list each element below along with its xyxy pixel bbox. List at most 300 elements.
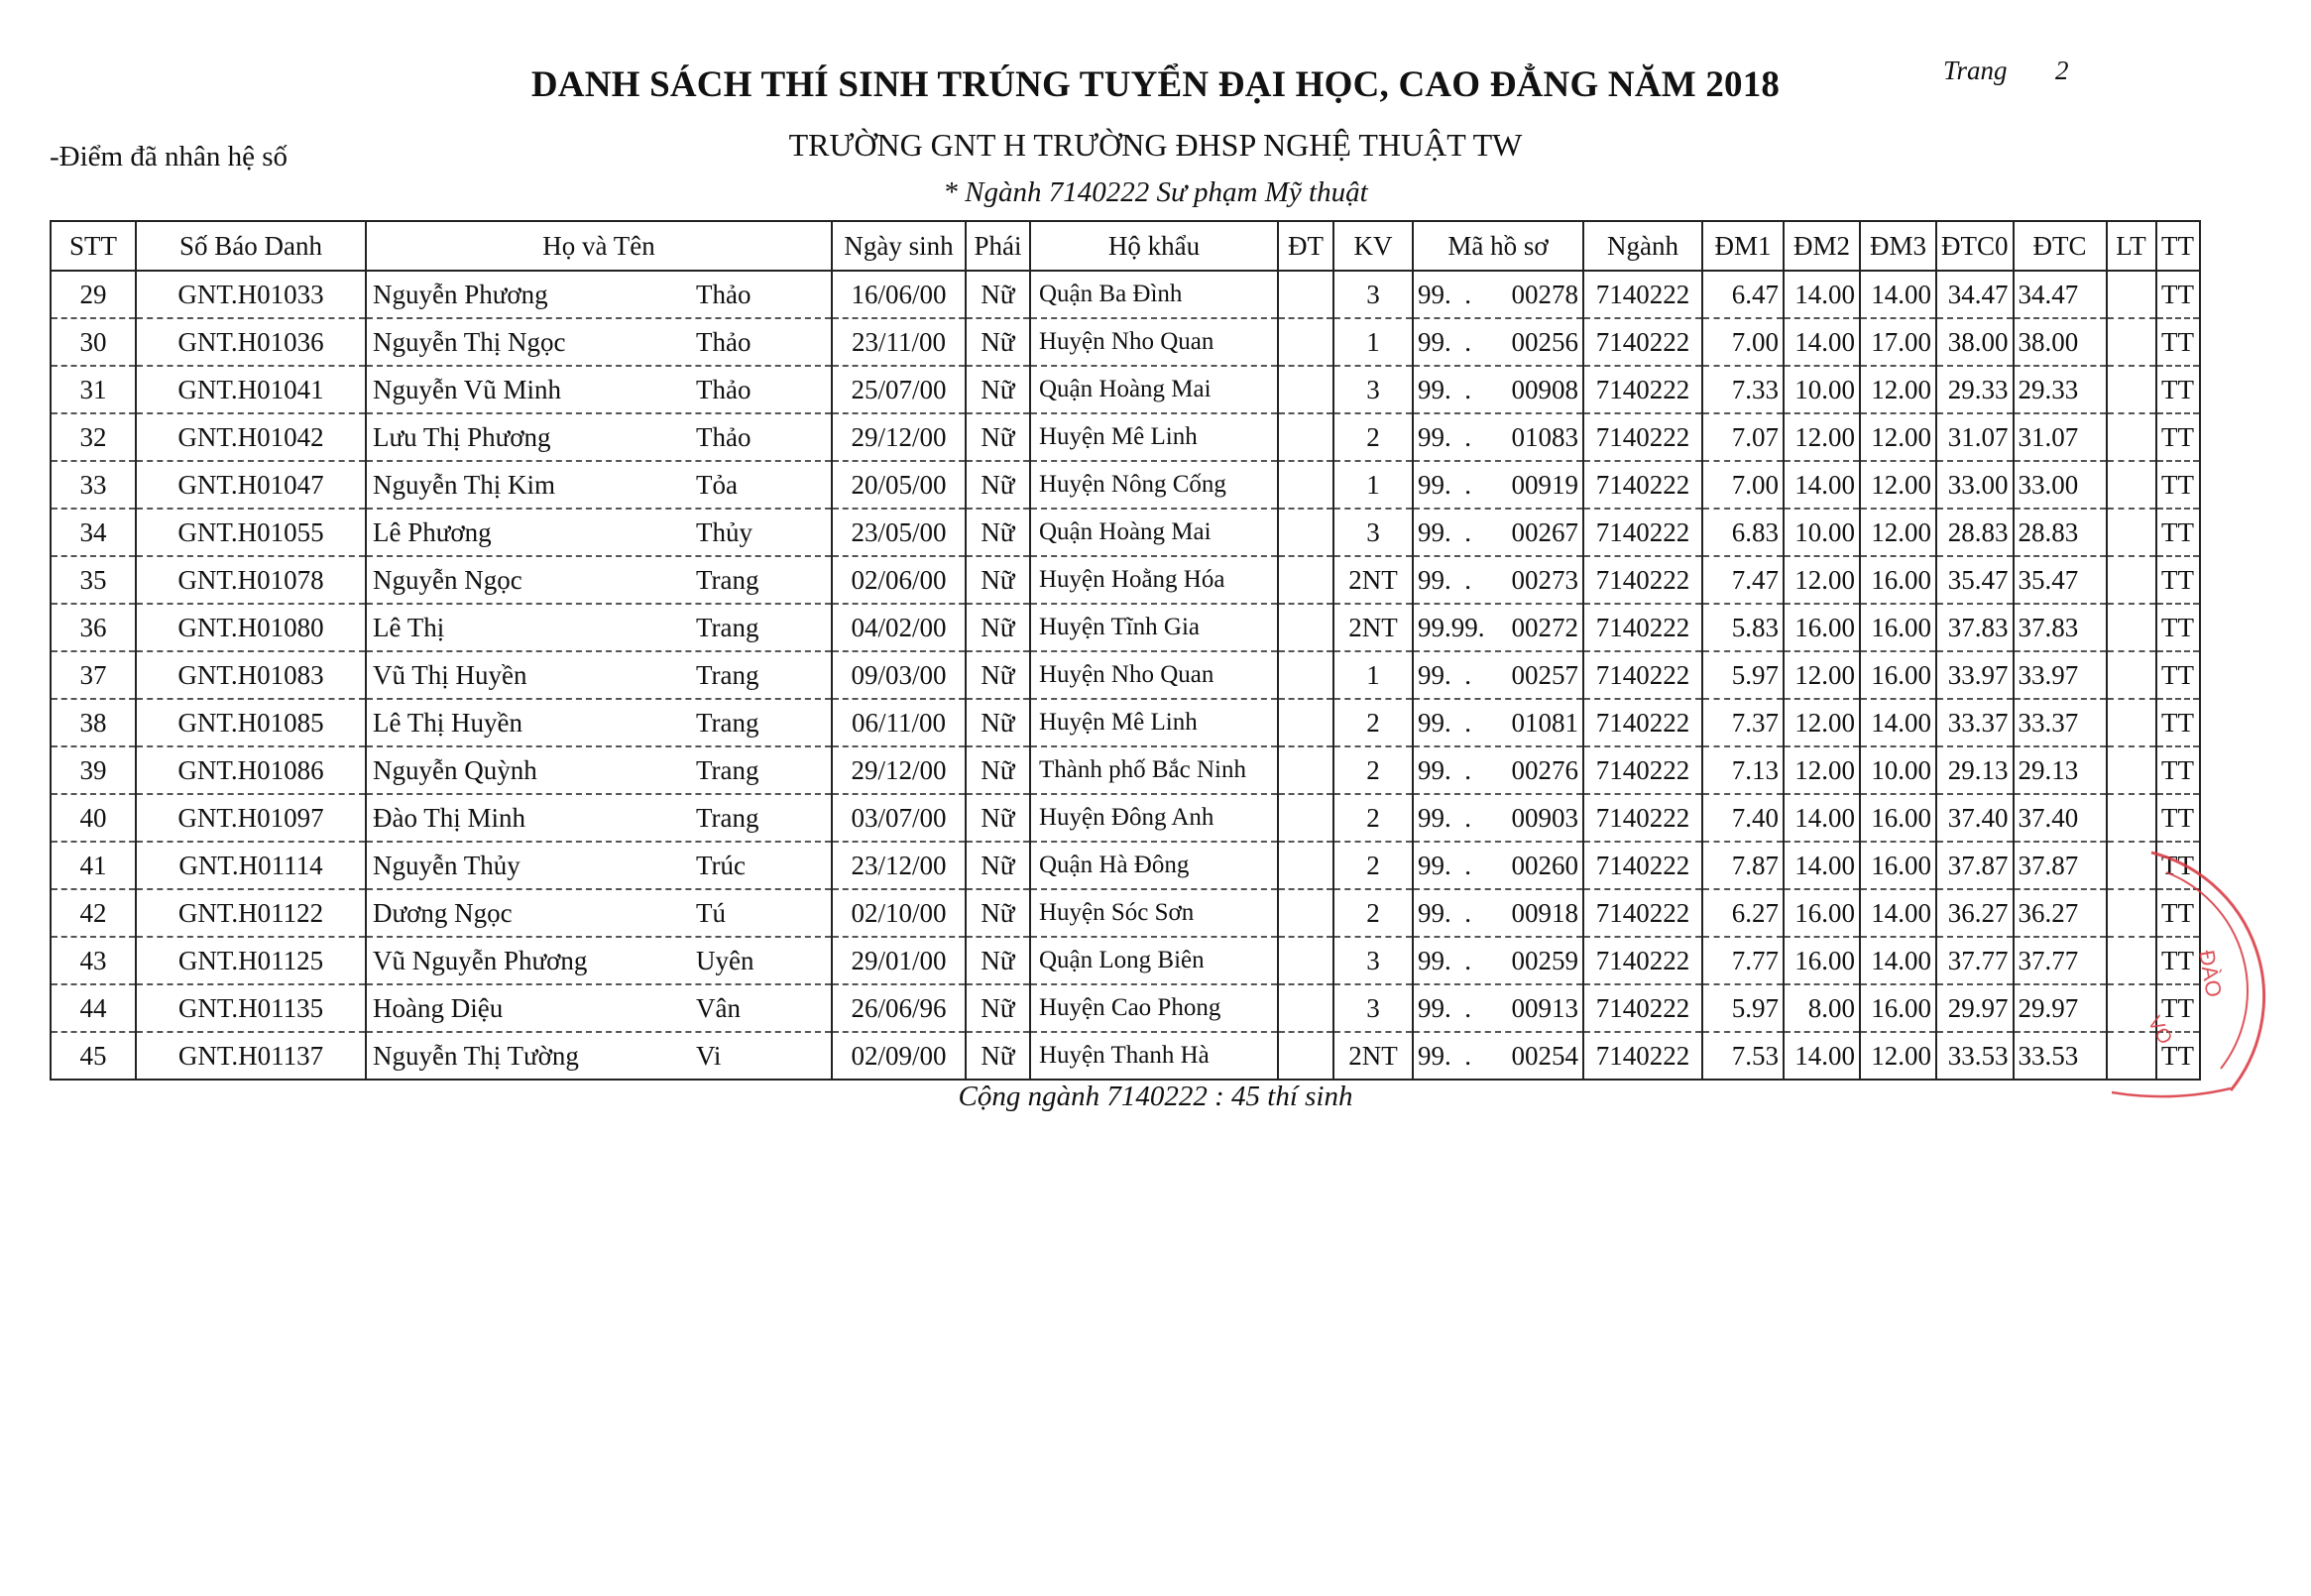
cell-nganh: 7140222 bbox=[1583, 651, 1702, 699]
cell-dm2: 12.00 bbox=[1784, 556, 1860, 604]
cell-given-name: Trang bbox=[696, 707, 759, 738]
cell-dm2: 10.00 bbox=[1784, 509, 1860, 556]
cell-name bbox=[366, 699, 832, 746]
cell-dtc0: 37.87 bbox=[1936, 842, 2014, 889]
admission-table bbox=[50, 220, 2201, 1081]
cell-hk: Huyện Sóc Sơn bbox=[1030, 889, 1278, 937]
cell-dtc: 35.47 bbox=[2014, 556, 2107, 604]
cell-dob: 02/06/00 bbox=[832, 556, 966, 604]
cell-mhs-number: 00260 bbox=[1511, 850, 1578, 880]
cell-lt bbox=[2107, 699, 2156, 746]
cell-dm3: 16.00 bbox=[1860, 651, 1936, 699]
cell-hk: Huyện Nông Cống bbox=[1030, 461, 1278, 509]
cell-dob: 16/06/00 bbox=[832, 271, 966, 318]
cell-hk: Huyện Tĩnh Gia bbox=[1030, 604, 1278, 651]
cell-stt: 44 bbox=[51, 984, 136, 1032]
col-header-dm2: ĐM2 bbox=[1784, 221, 1860, 271]
cell-dtc: 28.83 bbox=[2014, 509, 2107, 556]
cell-kv: 2 bbox=[1333, 699, 1413, 746]
cell-mhs bbox=[1413, 604, 1583, 651]
cell-surname: Nguyễn Ngọc bbox=[373, 564, 522, 595]
cell-tt: TT bbox=[2156, 556, 2200, 604]
cell-given-name: Thảo bbox=[696, 326, 751, 357]
cell-mhs bbox=[1413, 271, 1583, 318]
cell-mhs-number: 00254 bbox=[1511, 1040, 1578, 1071]
cell-mhs bbox=[1413, 842, 1583, 889]
cell-dm3: 17.00 bbox=[1860, 318, 1936, 366]
cell-sex: Nữ bbox=[966, 794, 1030, 842]
cell-sex: Nữ bbox=[966, 271, 1030, 318]
stamp-bottom-stroke bbox=[2112, 1088, 2231, 1096]
cell-given-name: Tú bbox=[696, 897, 726, 928]
cell-tt: TT bbox=[2156, 794, 2200, 842]
cell-sbd: GNT.H01086 bbox=[136, 746, 366, 794]
cell-mhs bbox=[1413, 461, 1583, 509]
cell-hk: Quận Ba Đình bbox=[1030, 271, 1278, 318]
cell-surname: Vũ Thị Huyền bbox=[373, 659, 527, 690]
cell-mhs-prefix: 99. . bbox=[1418, 326, 1471, 357]
cell-given-name: Thảo bbox=[696, 279, 751, 309]
cell-dm2: 12.00 bbox=[1784, 699, 1860, 746]
cell-mhs-number: 00903 bbox=[1511, 802, 1578, 833]
cell-nganh: 7140222 bbox=[1583, 556, 1702, 604]
cell-sbd: GNT.H01125 bbox=[136, 937, 366, 984]
cell-mhs-prefix: 99. . bbox=[1418, 564, 1471, 595]
table-row bbox=[51, 271, 2200, 318]
cell-given-name: Vi bbox=[696, 1040, 722, 1071]
cell-dob: 26/06/96 bbox=[832, 984, 966, 1032]
cell-sex: Nữ bbox=[966, 842, 1030, 889]
cell-sbd: GNT.H01097 bbox=[136, 794, 366, 842]
cell-kv: 1 bbox=[1333, 461, 1413, 509]
cell-mhs bbox=[1413, 556, 1583, 604]
table-row bbox=[51, 984, 2200, 1032]
cell-dt bbox=[1278, 937, 1333, 984]
cell-kv: 1 bbox=[1333, 318, 1413, 366]
document-title: DANH SÁCH THÍ SINH TRÚNG TUYỂN ĐẠI HỌC, CAO ĐẲNG NĂM 2018 bbox=[530, 64, 1781, 105]
cell-dt bbox=[1278, 556, 1333, 604]
cell-given-name: Uyên bbox=[696, 945, 754, 975]
cell-dm2: 16.00 bbox=[1784, 937, 1860, 984]
cell-given-name: Vân bbox=[696, 992, 741, 1023]
cell-surname: Lưu Thị Phương bbox=[373, 421, 551, 452]
cell-dm3: 16.00 bbox=[1860, 556, 1936, 604]
cell-dm3: 14.00 bbox=[1860, 699, 1936, 746]
cell-mhs-number: 01081 bbox=[1511, 707, 1578, 738]
cell-stt: 33 bbox=[51, 461, 136, 509]
cell-stt: 41 bbox=[51, 842, 136, 889]
cell-dm1: 7.40 bbox=[1702, 794, 1784, 842]
table-row bbox=[51, 889, 2200, 937]
cell-mhs bbox=[1413, 1032, 1583, 1080]
cell-sex: Nữ bbox=[966, 937, 1030, 984]
cell-sbd: GNT.H01033 bbox=[136, 271, 366, 318]
cell-kv: 3 bbox=[1333, 366, 1413, 413]
table-row bbox=[51, 461, 2200, 509]
cell-lt bbox=[2107, 746, 2156, 794]
cell-given-name: Tỏa bbox=[696, 469, 738, 500]
cell-name bbox=[366, 842, 832, 889]
cell-name bbox=[366, 604, 832, 651]
cell-surname: Nguyễn Thị Ngọc bbox=[373, 326, 566, 357]
cell-mhs-prefix: 99. . bbox=[1418, 516, 1471, 547]
cell-dm1: 7.77 bbox=[1702, 937, 1784, 984]
table-row bbox=[51, 366, 2200, 413]
cell-dob: 20/05/00 bbox=[832, 461, 966, 509]
cell-surname: Nguyễn Phương bbox=[373, 279, 548, 309]
cell-dm3: 16.00 bbox=[1860, 984, 1936, 1032]
cell-lt bbox=[2107, 604, 2156, 651]
cell-mhs bbox=[1413, 794, 1583, 842]
col-header-dob: Ngày sinh bbox=[832, 221, 966, 271]
cell-stt: 43 bbox=[51, 937, 136, 984]
cell-dtc0: 37.77 bbox=[1936, 937, 2014, 984]
cell-given-name: Thủy bbox=[696, 516, 752, 547]
cell-dm1: 7.37 bbox=[1702, 699, 1784, 746]
cell-hk: Huyện Cao Phong bbox=[1030, 984, 1278, 1032]
cell-tt: TT bbox=[2156, 366, 2200, 413]
cell-given-name: Trang bbox=[696, 659, 759, 690]
cell-dtc: 29.33 bbox=[2014, 366, 2107, 413]
cell-tt: TT bbox=[2156, 746, 2200, 794]
col-header-name: Họ và Tên bbox=[366, 221, 832, 271]
cell-nganh: 7140222 bbox=[1583, 604, 1702, 651]
cell-surname: Hoàng Diệu bbox=[373, 992, 504, 1023]
cell-sex: Nữ bbox=[966, 461, 1030, 509]
cell-dm1: 7.07 bbox=[1702, 413, 1784, 461]
cell-nganh: 7140222 bbox=[1583, 699, 1702, 746]
table-row bbox=[51, 746, 2200, 794]
cell-nganh: 7140222 bbox=[1583, 318, 1702, 366]
cell-dm1: 6.47 bbox=[1702, 271, 1784, 318]
cell-surname: Nguyễn Thị Kim bbox=[373, 469, 555, 500]
cell-mhs-prefix: 99. . bbox=[1418, 945, 1471, 975]
cell-mhs-number: 00278 bbox=[1511, 279, 1578, 309]
red-seal-stamp bbox=[2112, 843, 2311, 1110]
cell-dt bbox=[1278, 271, 1333, 318]
cell-dtc0: 33.00 bbox=[1936, 461, 2014, 509]
cell-dm1: 5.83 bbox=[1702, 604, 1784, 651]
cell-dtc: 37.77 bbox=[2014, 937, 2107, 984]
cell-kv: 1 bbox=[1333, 651, 1413, 699]
page-label: Trang bbox=[1943, 56, 2008, 85]
cell-dt bbox=[1278, 604, 1333, 651]
cell-mhs-prefix: 99. . bbox=[1418, 374, 1471, 404]
cell-dm3: 12.00 bbox=[1860, 509, 1936, 556]
cell-name bbox=[366, 984, 832, 1032]
cell-dtc: 36.27 bbox=[2014, 889, 2107, 937]
cell-kv: 2 bbox=[1333, 889, 1413, 937]
cell-dm2: 14.00 bbox=[1784, 461, 1860, 509]
cell-name bbox=[366, 794, 832, 842]
cell-dtc: 29.13 bbox=[2014, 746, 2107, 794]
cell-dtc0: 37.83 bbox=[1936, 604, 2014, 651]
cell-mhs-prefix: 99. . bbox=[1418, 754, 1471, 785]
cell-dob: 29/12/00 bbox=[832, 413, 966, 461]
col-header-dm3: ĐM3 bbox=[1860, 221, 1936, 271]
cell-tt: TT bbox=[2156, 461, 2200, 509]
col-header-sex: Phái bbox=[966, 221, 1030, 271]
cell-tt: TT bbox=[2156, 651, 2200, 699]
cell-dtc0: 34.47 bbox=[1936, 271, 2014, 318]
cell-stt: 38 bbox=[51, 699, 136, 746]
cell-dm2: 12.00 bbox=[1784, 651, 1860, 699]
cell-mhs bbox=[1413, 699, 1583, 746]
table-row bbox=[51, 794, 2200, 842]
cell-sbd: GNT.H01047 bbox=[136, 461, 366, 509]
cell-surname: Lê Phương bbox=[373, 516, 492, 547]
cell-mhs bbox=[1413, 746, 1583, 794]
cell-mhs-prefix: 99. . bbox=[1418, 992, 1471, 1023]
cell-nganh: 7140222 bbox=[1583, 889, 1702, 937]
cell-hk: Quận Hoàng Mai bbox=[1030, 366, 1278, 413]
cell-dtc: 33.00 bbox=[2014, 461, 2107, 509]
cell-mhs bbox=[1413, 984, 1583, 1032]
table-row bbox=[51, 937, 2200, 984]
school-name: TRƯỜNG GNT H TRƯỜNG ĐHSP NGHỆ THUẬT TW bbox=[788, 127, 1523, 163]
cell-given-name: Trang bbox=[696, 612, 759, 642]
cell-name bbox=[366, 937, 832, 984]
cell-sbd: GNT.H01083 bbox=[136, 651, 366, 699]
cell-mhs bbox=[1413, 509, 1583, 556]
cell-dt bbox=[1278, 889, 1333, 937]
cell-sex: Nữ bbox=[966, 604, 1030, 651]
cell-sex: Nữ bbox=[966, 699, 1030, 746]
cell-name bbox=[366, 318, 832, 366]
cell-mhs bbox=[1413, 318, 1583, 366]
cell-nganh: 7140222 bbox=[1583, 509, 1702, 556]
col-header-hk: Hộ khẩu bbox=[1030, 221, 1278, 271]
cell-stt: 37 bbox=[51, 651, 136, 699]
cell-stt: 35 bbox=[51, 556, 136, 604]
cell-given-name: Trang bbox=[696, 754, 759, 785]
cell-mhs-prefix: 99. . bbox=[1418, 850, 1471, 880]
cell-tt: TT bbox=[2156, 842, 2200, 889]
cell-mhs-number: 00919 bbox=[1511, 469, 1578, 500]
cell-dm3: 12.00 bbox=[1860, 1032, 1936, 1080]
cell-dtc0: 29.13 bbox=[1936, 746, 2014, 794]
cell-dm3: 16.00 bbox=[1860, 794, 1936, 842]
cell-sex: Nữ bbox=[966, 1032, 1030, 1080]
cell-mhs-number: 01083 bbox=[1511, 421, 1578, 452]
cell-dtc0: 31.07 bbox=[1936, 413, 2014, 461]
stamp-text-side: VO bbox=[2142, 1012, 2177, 1049]
cell-hk: Huyện Nho Quan bbox=[1030, 318, 1278, 366]
cell-mhs-prefix: 99. . bbox=[1418, 1040, 1471, 1071]
cell-mhs-prefix: 99. . bbox=[1418, 469, 1471, 500]
cell-tt: TT bbox=[2156, 984, 2200, 1032]
cell-lt bbox=[2107, 271, 2156, 318]
cell-dtc: 31.07 bbox=[2014, 413, 2107, 461]
cell-sex: Nữ bbox=[966, 509, 1030, 556]
col-header-dtc0: ĐTC0 bbox=[1936, 221, 2014, 271]
cell-mhs bbox=[1413, 413, 1583, 461]
cell-stt: 45 bbox=[51, 1032, 136, 1080]
cell-lt bbox=[2107, 651, 2156, 699]
cell-dob: 29/12/00 bbox=[832, 746, 966, 794]
cell-given-name: Trúc bbox=[696, 850, 747, 880]
cell-tt: TT bbox=[2156, 937, 2200, 984]
cell-stt: 42 bbox=[51, 889, 136, 937]
cell-kv: 3 bbox=[1333, 937, 1413, 984]
cell-sex: Nữ bbox=[966, 889, 1030, 937]
cell-dt bbox=[1278, 794, 1333, 842]
cell-dt bbox=[1278, 699, 1333, 746]
cell-dm3: 16.00 bbox=[1860, 842, 1936, 889]
cell-dtc0: 38.00 bbox=[1936, 318, 2014, 366]
cell-dm2: 12.00 bbox=[1784, 413, 1860, 461]
cell-surname: Lê Thị bbox=[373, 612, 445, 642]
cell-dm1: 5.97 bbox=[1702, 651, 1784, 699]
cell-stt: 39 bbox=[51, 746, 136, 794]
cell-dm2: 10.00 bbox=[1784, 366, 1860, 413]
cell-nganh: 7140222 bbox=[1583, 366, 1702, 413]
cell-sex: Nữ bbox=[966, 651, 1030, 699]
cell-tt: TT bbox=[2156, 509, 2200, 556]
cell-kv: 2 bbox=[1333, 413, 1413, 461]
score-note: -Điểm đã nhân hệ số bbox=[50, 141, 288, 172]
cell-name bbox=[366, 1032, 832, 1080]
cell-nganh: 7140222 bbox=[1583, 984, 1702, 1032]
cell-dtc: 34.47 bbox=[2014, 271, 2107, 318]
cell-dob: 29/01/00 bbox=[832, 937, 966, 984]
cell-kv: 2NT bbox=[1333, 1032, 1413, 1080]
table-row bbox=[51, 509, 2200, 556]
cell-dm2: 12.00 bbox=[1784, 746, 1860, 794]
col-header-sbd: Số Báo Danh bbox=[136, 221, 366, 271]
table-row bbox=[51, 318, 2200, 366]
col-header-stt: STT bbox=[51, 221, 136, 271]
cell-stt: 30 bbox=[51, 318, 136, 366]
cell-dt bbox=[1278, 413, 1333, 461]
cell-dm3: 10.00 bbox=[1860, 746, 1936, 794]
cell-mhs bbox=[1413, 651, 1583, 699]
cell-surname: Vũ Nguyễn Phương bbox=[373, 945, 588, 975]
cell-tt: TT bbox=[2156, 413, 2200, 461]
cell-dt bbox=[1278, 366, 1333, 413]
cell-surname: Dương Ngọc bbox=[373, 897, 513, 928]
cell-dm1: 7.53 bbox=[1702, 1032, 1784, 1080]
cell-sex: Nữ bbox=[966, 556, 1030, 604]
cell-dt bbox=[1278, 746, 1333, 794]
cell-sbd: GNT.H01055 bbox=[136, 509, 366, 556]
cell-dm2: 14.00 bbox=[1784, 318, 1860, 366]
cell-sbd: GNT.H01036 bbox=[136, 318, 366, 366]
cell-stt: 32 bbox=[51, 413, 136, 461]
cell-dtc: 33.37 bbox=[2014, 699, 2107, 746]
cell-dm2: 16.00 bbox=[1784, 604, 1860, 651]
cell-dob: 25/07/00 bbox=[832, 366, 966, 413]
col-header-kv: KV bbox=[1333, 221, 1413, 271]
cell-dm2: 16.00 bbox=[1784, 889, 1860, 937]
cell-surname: Nguyễn Thủy bbox=[373, 850, 520, 880]
cell-tt: TT bbox=[2156, 604, 2200, 651]
cell-hk: Quận Long Biên bbox=[1030, 937, 1278, 984]
cell-dob: 06/11/00 bbox=[832, 699, 966, 746]
cell-nganh: 7140222 bbox=[1583, 271, 1702, 318]
cell-given-name: Trang bbox=[696, 802, 759, 833]
table-row bbox=[51, 699, 2200, 746]
cell-nganh: 7140222 bbox=[1583, 794, 1702, 842]
cell-kv: 3 bbox=[1333, 984, 1413, 1032]
cell-surname: Nguyễn Thị Tường bbox=[373, 1040, 579, 1071]
cell-dm1: 7.00 bbox=[1702, 318, 1784, 366]
cell-name bbox=[366, 366, 832, 413]
cell-dm1: 7.13 bbox=[1702, 746, 1784, 794]
page-number: 2 bbox=[2055, 56, 2069, 85]
cell-mhs-prefix: 99. . bbox=[1418, 659, 1471, 690]
major-line: * Ngành 7140222 Sư phạm Mỹ thuật bbox=[943, 176, 1368, 208]
cell-nganh: 7140222 bbox=[1583, 461, 1702, 509]
cell-dm3: 14.00 bbox=[1860, 271, 1936, 318]
cell-nganh: 7140222 bbox=[1583, 1032, 1702, 1080]
cell-mhs-number: 00257 bbox=[1511, 659, 1578, 690]
cell-mhs-number: 00908 bbox=[1511, 374, 1578, 404]
table-row bbox=[51, 842, 2200, 889]
cell-dm2: 14.00 bbox=[1784, 842, 1860, 889]
cell-hk: Thành phố Bắc Ninh bbox=[1030, 746, 1278, 794]
cell-dob: 23/05/00 bbox=[832, 509, 966, 556]
cell-name bbox=[366, 413, 832, 461]
cell-lt bbox=[2107, 556, 2156, 604]
cell-mhs-number: 00276 bbox=[1511, 754, 1578, 785]
cell-lt bbox=[2107, 794, 2156, 842]
cell-tt: TT bbox=[2156, 1032, 2200, 1080]
cell-kv: 2 bbox=[1333, 746, 1413, 794]
cell-nganh: 7140222 bbox=[1583, 413, 1702, 461]
cell-stt: 40 bbox=[51, 794, 136, 842]
cell-kv: 2 bbox=[1333, 842, 1413, 889]
cell-mhs-prefix: 99. . bbox=[1418, 421, 1471, 452]
table-row bbox=[51, 413, 2200, 461]
cell-nganh: 7140222 bbox=[1583, 746, 1702, 794]
cell-dob: 02/10/00 bbox=[832, 889, 966, 937]
cell-dm1: 7.47 bbox=[1702, 556, 1784, 604]
cell-dm1: 6.27 bbox=[1702, 889, 1784, 937]
cell-name bbox=[366, 746, 832, 794]
cell-mhs-number: 00273 bbox=[1511, 564, 1578, 595]
cell-dt bbox=[1278, 509, 1333, 556]
cell-dob: 04/02/00 bbox=[832, 604, 966, 651]
cell-lt bbox=[2107, 509, 2156, 556]
cell-dm2: 8.00 bbox=[1784, 984, 1860, 1032]
cell-dtc: 37.40 bbox=[2014, 794, 2107, 842]
col-header-lt: LT bbox=[2107, 221, 2156, 271]
cell-dt bbox=[1278, 842, 1333, 889]
cell-sex: Nữ bbox=[966, 318, 1030, 366]
cell-name bbox=[366, 271, 832, 318]
cell-sbd: GNT.H01042 bbox=[136, 413, 366, 461]
cell-sbd: GNT.H01135 bbox=[136, 984, 366, 1032]
cell-dtc0: 33.37 bbox=[1936, 699, 2014, 746]
cell-mhs bbox=[1413, 366, 1583, 413]
cell-kv: 2NT bbox=[1333, 556, 1413, 604]
cell-hk: Quận Hoàng Mai bbox=[1030, 509, 1278, 556]
col-header-dt: ĐT bbox=[1278, 221, 1333, 271]
stamp-text-top: ĐÀO bbox=[2194, 948, 2227, 999]
cell-dtc0: 35.47 bbox=[1936, 556, 2014, 604]
cell-dt bbox=[1278, 318, 1333, 366]
col-header-nganh: Ngành bbox=[1583, 221, 1702, 271]
cell-dm2: 14.00 bbox=[1784, 271, 1860, 318]
cell-given-name: Trang bbox=[696, 564, 759, 595]
cell-dtc0: 36.27 bbox=[1936, 889, 2014, 937]
cell-dtc0: 37.40 bbox=[1936, 794, 2014, 842]
cell-surname: Lê Thị Huyền bbox=[373, 707, 522, 738]
cell-kv: 2NT bbox=[1333, 604, 1413, 651]
cell-name bbox=[366, 556, 832, 604]
cell-sex: Nữ bbox=[966, 746, 1030, 794]
